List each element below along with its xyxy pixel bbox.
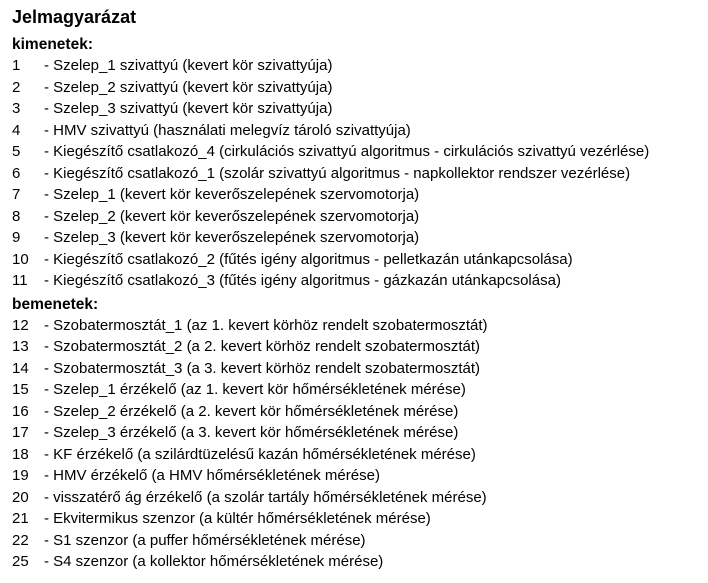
item-description: - KF érzékelő (a szilárdtüzelésű kazán hőmérsékletének mérése) xyxy=(44,445,476,463)
item-description: - S4 szenzor (a kollektor hőmérsékletének mérése) xyxy=(44,553,384,570)
item-number: 12 xyxy=(12,316,29,334)
list-item xyxy=(12,227,702,249)
item-number: 8 xyxy=(12,207,21,225)
item-number: 6 xyxy=(12,164,21,182)
item-number: 20 xyxy=(12,488,29,506)
item-description: - Szelep_1 szivattyú (kevert kör szivattyúja) xyxy=(44,57,333,74)
item-description: - Szelep_2 szivattyú (kevert kör szivattyúja) xyxy=(44,78,333,96)
list-item xyxy=(12,551,702,573)
item-number: 13 xyxy=(12,338,29,355)
list-item xyxy=(12,163,702,185)
item-description: - HMV szivattyú (használati melegvíz tároló szivattyúja) xyxy=(44,121,411,139)
list-item xyxy=(12,358,702,380)
item-description: - Kiegészítő csatlakozó_3 (fűtés igény algoritmus - gázkazán utánkapcsolása) xyxy=(44,272,561,289)
list-item xyxy=(12,141,702,163)
outputs-list xyxy=(12,55,702,292)
list-item xyxy=(12,315,702,337)
item-description: - Kiegészítő csatlakozó_2 (fűtés igény algoritmus - pelletkazán utánkapcsolása) xyxy=(44,250,573,268)
list-item xyxy=(12,508,702,530)
item-number: 9 xyxy=(12,229,21,246)
item-number: 18 xyxy=(12,445,29,463)
list-item xyxy=(12,530,702,552)
item-description: - Szelep_1 (kevert kör keverőszelepének szervomotorja) xyxy=(44,186,420,203)
list-item xyxy=(12,444,702,466)
item-description: - Szelep_1 érzékelő (az 1. kevert kör hőmérsékletének mérése) xyxy=(44,381,466,398)
list-item xyxy=(12,184,702,206)
item-description: - S1 szenzor (a puffer hőmérsékletének mérése) xyxy=(44,531,366,549)
item-number: 14 xyxy=(12,359,29,377)
item-description: - HMV érzékelő (a HMV hőmérsékletének mérése) xyxy=(44,467,380,484)
item-number: 5 xyxy=(12,143,21,160)
item-description: - Szelep_3 (kevert kör keverőszelepének szervomotorja) xyxy=(44,229,420,246)
legend xyxy=(12,6,702,573)
item-number: 4 xyxy=(12,121,21,139)
item-number: 15 xyxy=(12,381,29,398)
list-item xyxy=(12,379,702,401)
item-number: 17 xyxy=(12,424,29,441)
item-number: 2 xyxy=(12,78,21,96)
item-number: 22 xyxy=(12,531,29,549)
item-description: - Szelep_2 (kevert kör keverőszelepének szervomotorja) xyxy=(44,207,420,225)
item-description: - Szobatermosztát_1 (az 1. kevert körhöz rendelt szobatermosztát) xyxy=(44,316,488,334)
item-description: - visszatérő ág érzékelő (a szolár tartály hőmérsékletének mérése) xyxy=(44,488,487,506)
list-item xyxy=(12,401,702,423)
outputs-heading: kimenetek: xyxy=(12,36,93,53)
item-description: - Szobatermosztát_3 (a 3. kevert körhöz rendelt szobatermosztát) xyxy=(44,359,481,377)
inputs-heading: bemenetek: xyxy=(12,295,99,313)
list-item xyxy=(12,55,702,77)
item-number: 19 xyxy=(12,467,29,484)
item-description: - Szelep_3 érzékelő (a 3. kevert kör hőmérsékletének mérése) xyxy=(44,424,459,441)
item-number: 16 xyxy=(12,402,29,420)
item-description: - Szelep_3 szivattyú (kevert kör szivattyúja) xyxy=(44,100,333,117)
item-number: 7 xyxy=(12,186,21,203)
list-item xyxy=(12,120,702,142)
item-number: 1 xyxy=(12,57,21,74)
item-number: 25 xyxy=(12,553,29,570)
item-number: 11 xyxy=(12,272,28,289)
list-item xyxy=(12,249,702,271)
item-description: - Kiegészítő csatlakozó_4 (cirkulációs szivattyú algoritmus - cirkulációs szivattyú vezérlése) xyxy=(44,143,650,160)
list-item xyxy=(12,98,702,120)
item-number: 3 xyxy=(12,100,21,117)
inputs-list xyxy=(12,315,702,573)
list-item xyxy=(12,422,702,444)
item-number: 21 xyxy=(12,510,29,527)
item-description: - Ekvitermikus szenzor (a kültér hőmérsékletének mérése) xyxy=(44,510,431,527)
item-number: 10 xyxy=(12,250,29,268)
list-item xyxy=(12,206,702,228)
list-item xyxy=(12,77,702,99)
item-description: - Szobatermosztát_2 (a 2. kevert körhöz rendelt szobatermosztát) xyxy=(44,338,481,355)
list-item xyxy=(12,270,702,292)
list-item xyxy=(12,487,702,509)
item-description: - Kiegészítő csatlakozó_1 (szolár szivattyú algoritmus - napkollektor rendszer vezérlése) xyxy=(44,164,631,182)
list-item xyxy=(12,465,702,487)
item-description: - Szelep_2 érzékelő (a 2. kevert kör hőmérsékletének mérése) xyxy=(44,402,459,420)
list-item xyxy=(12,336,702,358)
legend-title: Jelmagyarázat xyxy=(12,7,137,27)
